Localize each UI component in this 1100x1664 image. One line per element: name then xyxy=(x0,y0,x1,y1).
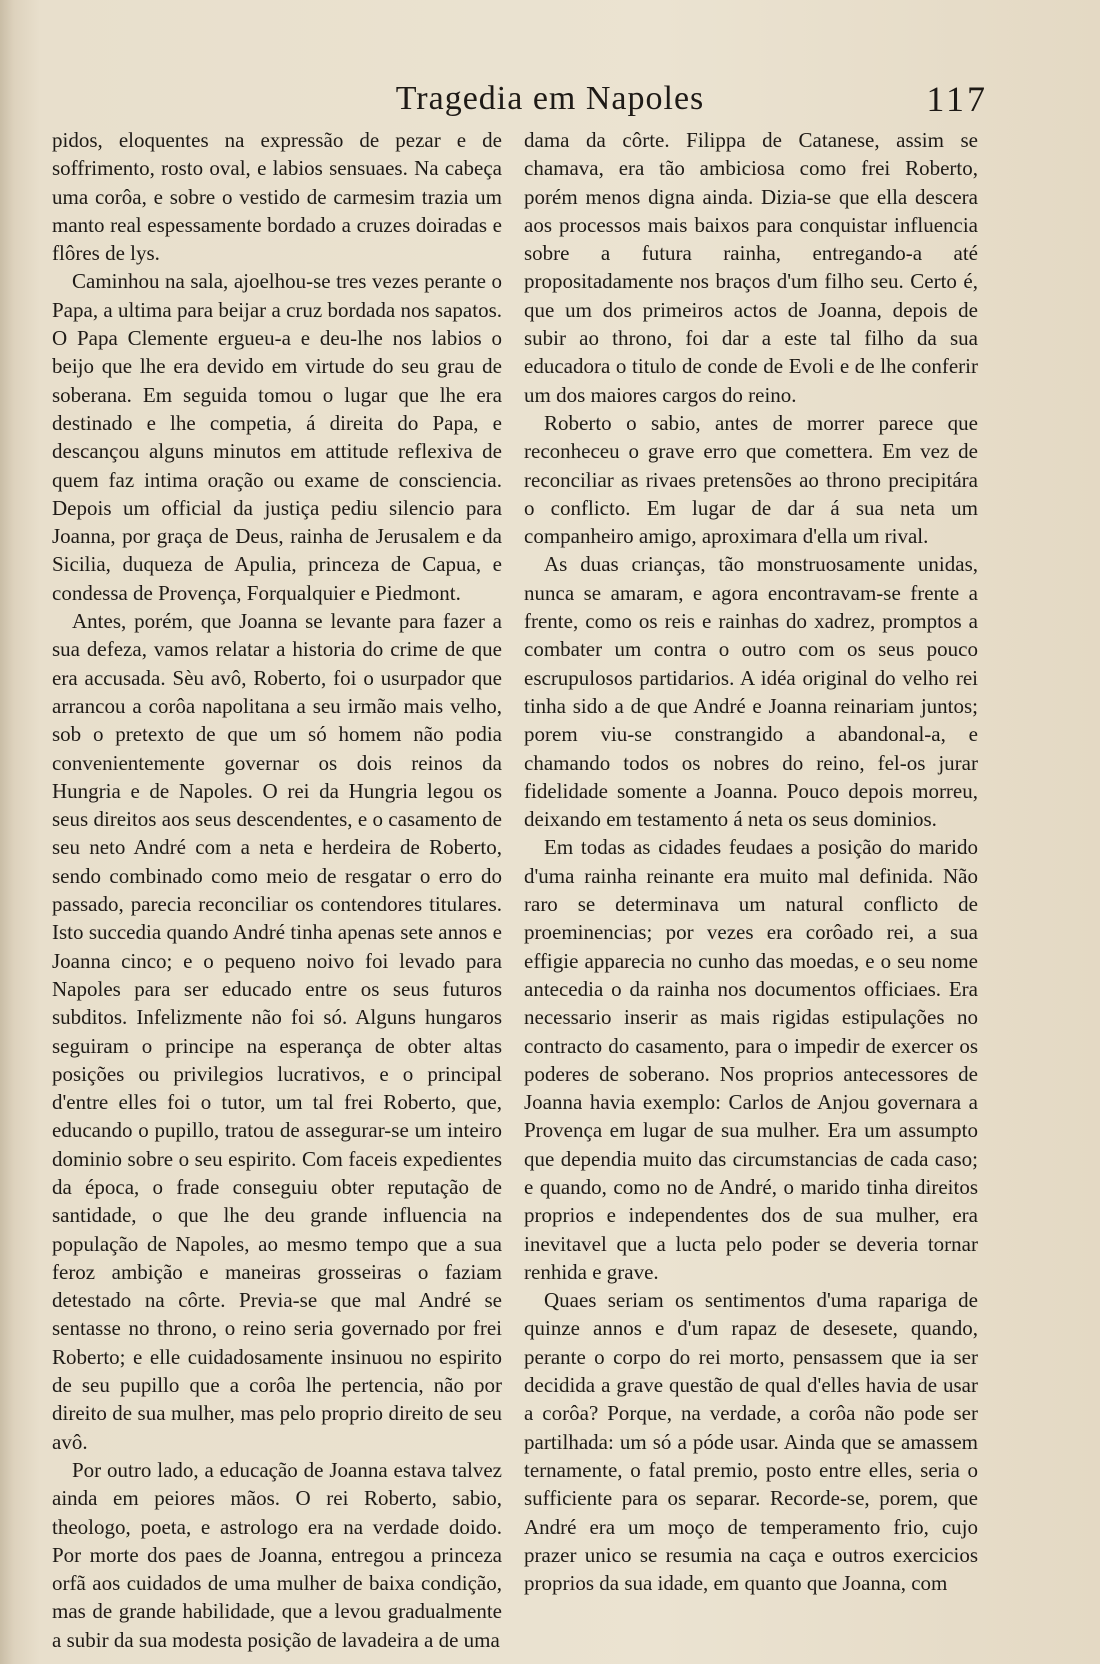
left-column xyxy=(52,126,502,1654)
running-title: Tragedia em Napoles xyxy=(395,80,705,117)
paragraph: Antes, porém, que Joanna se levante para fazer a sua defeza, vamos relatar a historia do crime de que era accusada. Sèu avô, Roberto, foi o usurpador que arrancou a corôa napolitana a seu irmão mais velho, sob o pretexto de que um só homem não podia convenientemente governar os dois reinos da Hungria e de Napoles. O rei da Hungria legou os seus direitos aos seus descendentes, e o casamento de seu neto André com a neta e herdeira de Roberto, sendo combinado como meio de resgatar o erro do passado, parecia reconciliar os contendores titulares. Isto succedia quando André tinha apenas sete annos e Joanna cinco; e o pequeno noivo foi levado para Napoles para ser educado entre os seus futuros subditos. Infelizmente não foi só. Alguns hungaros seguiram o principe na esperança de obter altas posições ou privilegios lucrativos, e o principal d'entre elles foi o tutor, um tal frei Roberto, que, educando o pupillo, tratou de assegurar-se um inteiro dominio sobre o seu espirito. Com faceis expedientes da época, o frade conseguiu obter reputação de santidade, o que lhe deu grande influencia na população de Napoles, ao mesmo tempo que a sua feroz ambição e maneiras grosseiras o faziam detestado na côrte. Previa-se que mal André se sentasse no throno, o reino seria governado por frei Roberto; e elle cuidadosamente insinuou no espirito de seu pupillo que a corôa lhe pertencia, não por direito de sua mulher, mas pelo proprio direito de seu avô. xyxy=(52,609,502,1454)
paragraph: Por outro lado, a educação de Joanna estava talvez ainda em peiores mãos. O rei Roberto, sabio, theologo, poeta, e astrologo era na verdade doido. Por morte dos paes de Joanna, entregou a princeza orfã aos cuidados de uma mulher de baixa condição, mas de grande habilidade, que a levou gradualmente a subir da sua modesta posição de lavadeira a de uma xyxy=(52,1457,502,1652)
paragraph: dama da côrte. Filippa de Catanese, assim se chamava, era tão ambiciosa como frei Roberto, porém menos digna ainda. Dizia-se que ella descera aos processos mais baixos para conquistar influencia sobre a futura rainha, entregando-a até propositadamente nos braços d'um filho seu. Certo é, que um dos primeiros actos de Joanna, depois de subir ao throno, foi dar a este tal filho da sua educadora o titulo de conde de Evoli e de lhe conferir um dos maiores cargos do reino. xyxy=(524,128,978,407)
paragraph: Roberto o sabio, antes de morrer parece que reconheceu o grave erro que comettera. Em vez de reconciliar as rivaes pretensões ao throno precipitára o conflicto. Em lugar de dar á sua neta um companheiro amigo, aproximara d'ella um rival. xyxy=(524,410,978,549)
paragraph: Caminhou na sala, ajoelhou-se tres vezes perante o Papa, a ultima para beijar a cruz bordada nos sapatos. O Papa Clemente ergueu-a e deu-lhe nos labios o beijo que lhe era devido em virtude do seu grau de soberana. Em seguida tomou o lugar que lhe era destinado e lhe competia, á direita do Papa, e descançou alguns minutos em attitude reflexiva de quem faz intima oração ou exame de consciencia. Depois um official da justiça pediu silencio para Joanna, por graça de Deus, rainha de Jerusalem e da Sicilia, duqueza de Apulia, princeza de Capua, e condessa de Provença, Forqualquier e Piedmont. xyxy=(52,269,502,605)
paragraph: Em todas as cidades feudaes a posição do marido d'uma rainha reinante era muito mal definida. Não raro se determinava um natural conflicto de proeminencias; por vezes era corôado rei, a sua effigie apparecia no cunho das moedas, e o seu nome antecedia o da rainha nos documentos officiaes. Era necessario inserir as mais rigidas estipulações no contracto do casamento, para o impedir de exercer os poderes de soberano. Nos proprios antecessores de Joanna havia exemplo: Carlos de Anjou governara a Provença em lugar de sua mulher. Era um assumpto que dependia muito das circumstancias de cada caso; e quando, como no de André, o marido tinha direitos proprios e independentes dos de sua mulher, era inevitavel que a lucta pelo poder se deveria tornar renhida e grave. xyxy=(524,835,978,1284)
paragraph: Quaes seriam os sentimentos d'uma rapariga de quinze annos e d'um rapaz de desesete, quando, perante o corpo do rei morto, pensassem que ia ser decidida a grave questão de qual d'elles havia de usar a corôa? Porque, na verdade, a corôa não pode ser partilhada: um só a póde usar. Ainda que se amassem ternamente, o fatal premio, posto entre elles, seria o sufficiente para os separar. Recorde-se, porem, que André era um moço de temperamento frio, cujo prazer unico se resumia na caça e outros exercicios proprios da sua idade, em quanto que Joanna, com xyxy=(524,1288,978,1596)
paragraph: pidos, eloquentes na expressão de pezar e de soffrimento, rosto oval, e labios sensuaes. Na cabeça uma corôa, e sobre o vestido de carmesim trazia um manto real espessamente bordado a cruzes doiradas e flôres de lys. xyxy=(52,128,502,266)
page-number: 117 xyxy=(926,79,988,119)
page-header xyxy=(0,74,1100,124)
right-column xyxy=(524,126,978,1597)
paragraph: As duas crianças, tão monstruosamente unidas, nunca se amaram, e agora encontravam-se frente a frente, como os reis e rainhas do xadrez, promptos a combater um contra o outro com os seus pouco escrupulosos partidarios. A idéa original do velho rei tinha sido a de que André e Joanna reinariam juntos; porem viu-se constrangido a abandonal-a, e chamando todos os nobres do reino, fel-os jurar fidelidade somente a Joanna. Pouco depois morreu, deixando em testamento á neta os seus dominios. xyxy=(524,552,978,832)
